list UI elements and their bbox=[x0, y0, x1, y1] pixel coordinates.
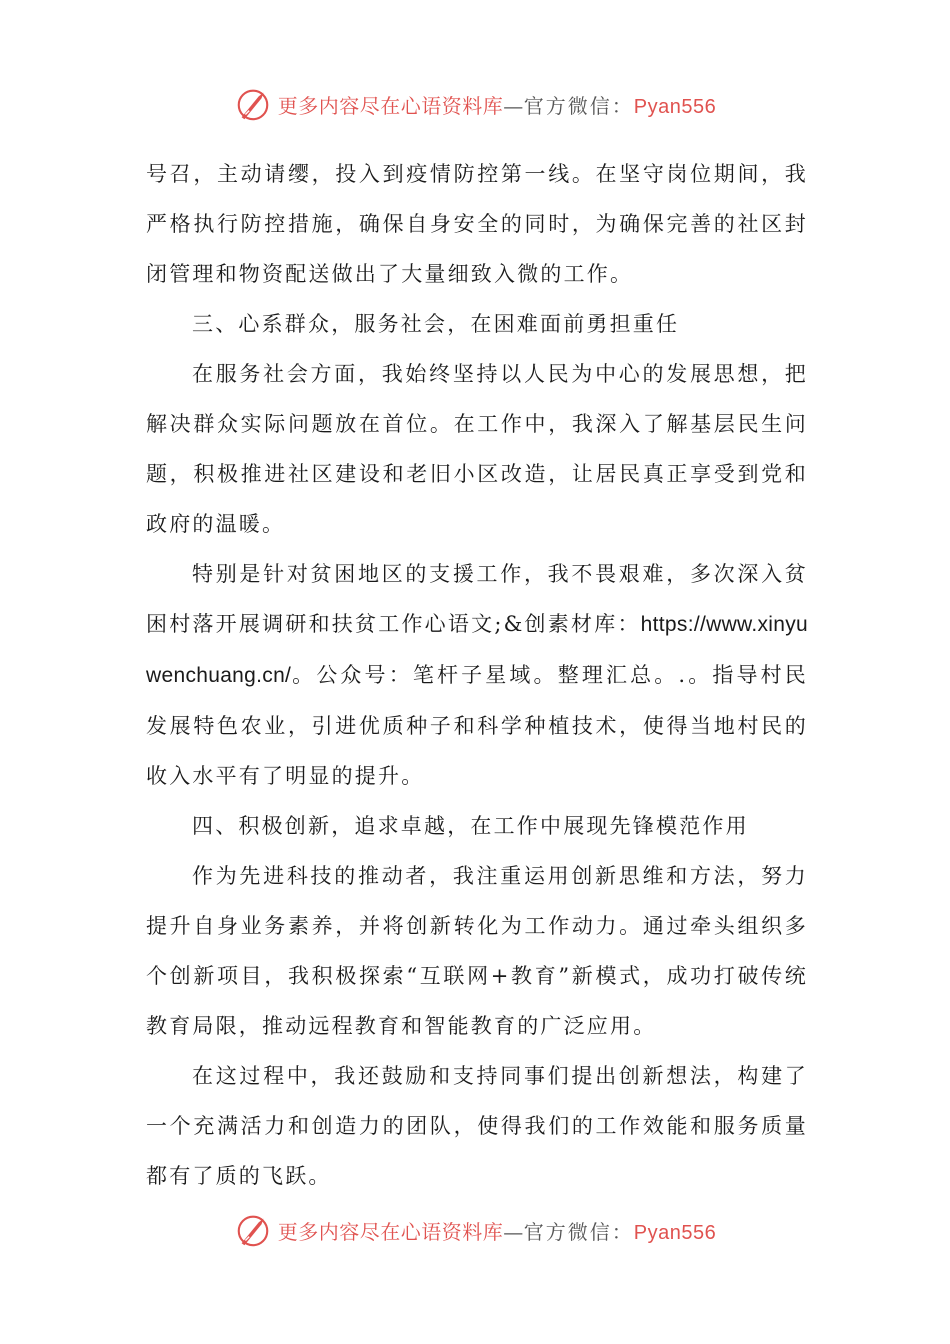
url-text-a: https://www.xinyuwen bbox=[146, 613, 808, 687]
pen-nib-circle-icon bbox=[234, 1211, 272, 1249]
section-heading-4: 四、积极创新，追求卓越，在工作中展现先锋模范作用 bbox=[192, 814, 749, 838]
paragraph: 在服务社会方面，我始终坚持以人民为中心的发展思想，把解决群众实际问题放在首位。在工作中，我深入了解基层民生问题，积极推进社区建设和老旧小区改造，让居民真正享受到党和政府的温暖。 bbox=[146, 362, 808, 536]
url-text-b: chuang.cn/ bbox=[185, 664, 292, 687]
footer-watermark-banner bbox=[0, 1208, 950, 1252]
section-heading-3: 三、心系群众，服务社会，在困难面前勇担重任 bbox=[192, 312, 680, 336]
document-body bbox=[146, 149, 808, 1201]
header-watermark-banner bbox=[0, 82, 950, 126]
paragraph-continued: 号召，主动请缨，投入到疫情防控第一线。在坚守岗位期间，我严格执行防控措施，确保自身安全的同时，为确保完善的社区封闭管理和物资配送做出了大量细致入微的工作。 bbox=[146, 162, 808, 286]
paragraph-special: 特别是针对贫困地区的支援工作，我不畏艰难，多次深入贫困村落开展调研和扶贫工作心语文;&创素材库：https://www.xinyuwenchuang.cn/。公众号：笔杆子星域。整理汇总。.。指导村民发展特色农业，引进优质种子和科学种植技术，使得当地村民的收入水平有了明显的提升。 bbox=[146, 562, 808, 788]
pen-nib-circle-icon bbox=[234, 85, 272, 123]
banner-text: 更多内容尽在心语资料库—官方微信：Pyan556 bbox=[277, 1219, 717, 1244]
paragraph: 在这过程中，我还鼓励和支持同事们提出创新想法，构建了一个充满活力和创造力的团队，使得我们的工作效能和服务质量都有了质的飞跃。 bbox=[146, 1064, 808, 1188]
paragraph: 作为先进科技的推动者，我注重运用创新思维和方法，努力提升自身业务素养，并将创新转化为工作动力。通过牵头组织多个创新项目，我积极探索“互联网+教育”新模式，成功打破传统教育局限，推动远程教育和智能教育的广泛应用。 bbox=[146, 864, 808, 1038]
banner-text: 更多内容尽在心语资料库—官方微信：Pyan556 bbox=[277, 93, 717, 118]
